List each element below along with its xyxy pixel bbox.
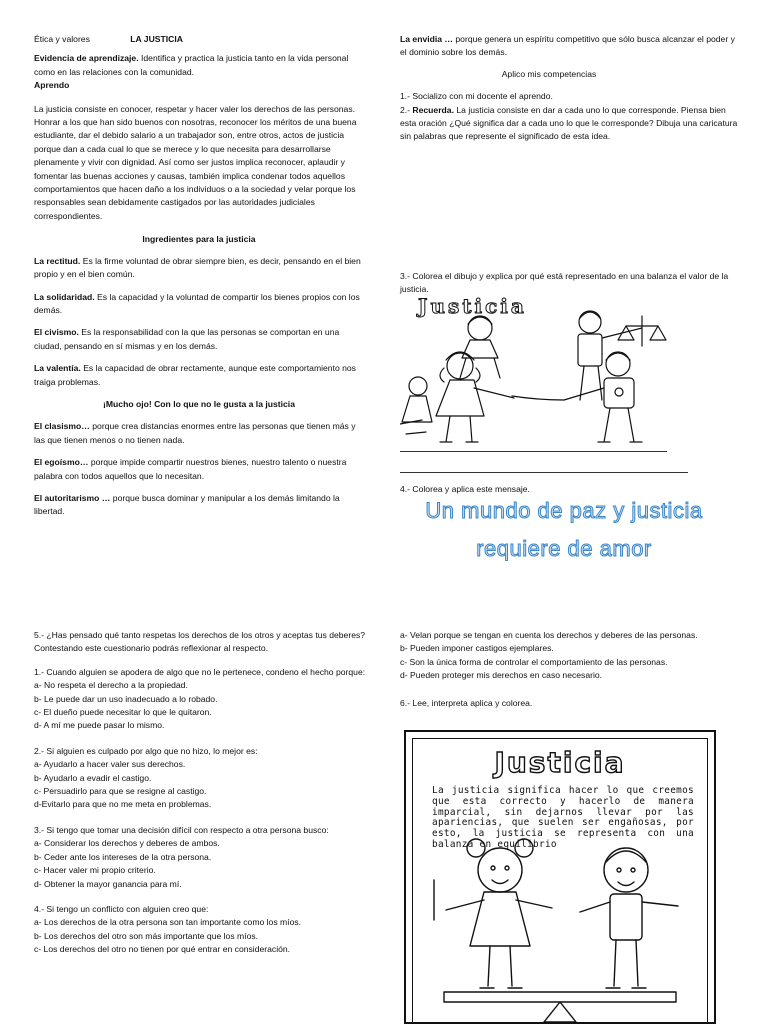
question-text: 2.- Si alguien es culpado por algo que no hizo, lo mejor es: — [34, 745, 258, 756]
intro-paragraph: La justicia consiste en conocer, respetar y hacer valer los derechos de las personas. Honrar a los que han sido buenos con nosotras, reconocer los méritos de una buena estudiante, dar el debido salario a un trabajador son, entre otros, actos de justicia porque dan a cada cual lo que se merece y lo que necesita para desarrollarse plenamente y vivir con dignidad. Así como ser justos implica reconocer, aplaudir y fomentar las buenas acciones y causas, también implica condenar todos aquellos comportamientos que hacen daño a los individuos o a la sociedad y velar porque los responsables sean debidamente castigados por las autoridades judiciales correspondientes. — [34, 103, 357, 221]
q5-intro: 5.- ¿Has pensado qué tanto respetas los derechos de los otros y aceptas tus deberes? Contestando este cuestionario podrás reflexionar al respecto. — [34, 630, 366, 654]
envidia-label: La envidia … — [400, 34, 454, 44]
poster-paragraph: La justicia significa hacer lo que creemos que esta correcto y hacerlo de manera imparcial, sin dejarnos llevar por las apariencias, que suelen ser engañosas, por esto, la justicia se representa con una balanza en equilibrio — [432, 785, 694, 850]
wordart-message-line-2: requiere de amor — [476, 536, 652, 561]
question-option: b- Ayudarlo a evadir el castigo. — [34, 772, 152, 783]
ingrediente-label: El civismo. — [34, 327, 79, 338]
question-option: c- Hacer valer mi propio criterio. — [34, 865, 156, 876]
left-top-column — [34, 33, 364, 528]
question-option: c- El dueño puede necesitar lo que le quitaron. — [34, 707, 212, 718]
poster-svg — [404, 730, 716, 1024]
aplico-heading: Aplico mis competencias — [501, 68, 597, 79]
question-text: 1.- Cuando alguien se apodera de algo que no le pertenece, condeno el hecho porque: — [34, 666, 366, 677]
question-option: a- No respeta el derecho a la propiedad. — [34, 680, 188, 691]
question-option: a- Considerar los derechos y deberes de ambos. — [34, 838, 220, 849]
subject-label: Ética y valores — [34, 34, 90, 44]
evidencia-text: Identifica y practica la justicia tanto en la vida personal como en las relaciones con la comunidad. — [34, 53, 349, 77]
aprendo-heading: Aprendo — [34, 80, 70, 91]
question-option: c- Los derechos del otro no tienen por qué entrar en consideración. — [34, 944, 291, 955]
activity-1: 1.- Socializo con mi docente el aprendo. — [400, 91, 553, 102]
question-option: a- Velan porque se tengan en cuenta los derechos y deberes de las personas. — [400, 630, 698, 640]
ingrediente-text: Es la responsabilidad con la que las personas se comportan en una ciudad, pensando en sí mismas y en los demás. — [34, 327, 340, 351]
left-bottom-column — [34, 629, 370, 957]
ingrediente-item — [34, 326, 364, 353]
activity-2-text: La justicia consiste en dar a cada uno lo que corresponde. Piensa bien esta oración ¿Qué significa dar a cada uno lo que le corresponde? Dibuja una caricatura sin palabras que represente el significado de esta idea. — [400, 104, 738, 142]
antivalor-item — [34, 456, 364, 483]
question-option: d-Evitarlo para que no me meta en problemas. — [34, 799, 212, 810]
poster-title: Justicia — [494, 746, 626, 779]
justice-drawing-svg — [400, 296, 700, 446]
question-option: b- Pueden imponer castigos ejemplares. — [400, 643, 554, 654]
envidia-text: porque genera un espíritu competitivo que sólo busca alcanzar el poder y el dominio sobre los demás. — [400, 34, 735, 58]
antivalor-label: El autoritarismo … — [34, 492, 111, 503]
activity-2-label: Recuerda. — [412, 104, 454, 115]
ingrediente-item — [34, 362, 364, 389]
question-text: 3.- Si tengo que tomar una decisión difícil con respecto a otra persona busco: — [34, 824, 329, 835]
question-block — [34, 903, 370, 957]
question-block — [34, 745, 370, 812]
activity-2 — [400, 104, 738, 144]
evidencia-label: Evidencia de aprendizaje. — [34, 53, 139, 64]
activity-2-number: 2.- — [400, 104, 413, 115]
right-top-column — [400, 33, 738, 144]
mucho-ojo-heading: ¡Mucho ojo! Con lo que no le gusta a la justicia — [103, 398, 295, 409]
question-option: b- Ceder ante los intereses de la otra persona. — [34, 851, 212, 862]
answer-line-1 — [400, 451, 667, 452]
question-option: c- Persuadirlo para que se resigne al castigo. — [34, 786, 207, 797]
drawing-title: Justicia — [418, 296, 527, 318]
wordart-message-line-1: Un mundo de paz y justicia — [425, 498, 703, 523]
question-option: d- Pueden proteger mis derechos en caso necesario. — [400, 670, 603, 681]
ingrediente-item — [34, 291, 364, 318]
question-option: d- Obtener la mayor ganancia para mí. — [34, 878, 182, 889]
question-option: c- Son la única forma de controlar el comportamiento de las personas. — [400, 656, 668, 667]
antivalor-text: porque crea distancias enormes entre las personas que tienen más y las que tienen menos o no tienen nada. — [34, 421, 356, 445]
ingredientes-title: Ingredientes para la justicia — [142, 234, 256, 245]
malos-list — [34, 420, 364, 518]
header-line — [34, 33, 364, 46]
ingrediente-label: La rectitud. — [34, 255, 81, 266]
question-option: a- Los derechos de la otra persona son tan importante como los míos. — [34, 917, 302, 928]
antivalor-label: El clasismo… — [34, 421, 90, 432]
question-text: 4.- Si tengo un conflicto con alguien creo que: — [34, 903, 209, 914]
antivalor-text: porque impide compartir nuestros bienes, nuestro talento o nuestra palabra con todos aquellos que lo necesitan. — [34, 457, 347, 481]
activity-3: 3.- Colorea el dibujo y explica por qué está representado en una balanza el valor de la justicia. — [400, 271, 729, 295]
page-title: LA JUSTICIA — [130, 34, 183, 44]
activity-6: 6.- Lee, interpreta aplica y colorea. — [400, 697, 533, 708]
question-option: d- A mí me puede pasar lo mismo. — [34, 720, 165, 731]
antivalor-label: El egoísmo… — [34, 457, 89, 468]
ingredientes-list — [34, 255, 364, 389]
antivalor-text: porque busca dominar y manipular a los demás limitando la libertad. — [34, 492, 340, 517]
question-block — [34, 824, 370, 891]
ingrediente-label: La valentía. — [34, 363, 81, 374]
antivalor-item — [34, 420, 364, 447]
right-bottom-column — [400, 629, 720, 710]
ingrediente-label: La solidaridad. — [34, 291, 95, 302]
ingrediente-text: Es la capacidad de obrar rectamente, aunque este comportamiento nos traiga problemas. — [34, 363, 356, 387]
activity-4: 4.- Colorea y aplica este mensaje. — [400, 484, 530, 494]
evidencia-paragraph — [34, 52, 364, 79]
antivalor-item — [34, 492, 364, 519]
ingrediente-item — [34, 255, 364, 282]
justice-poster — [404, 730, 716, 1024]
justice-children-drawing — [400, 296, 700, 446]
envidia-paragraph — [400, 33, 738, 60]
answer-line-2 — [400, 472, 688, 473]
ingrediente-text: Es la capacidad y la voluntad de compartir los bienes propios con los demás. — [34, 291, 360, 315]
question-block — [34, 666, 370, 733]
question-option: b- Los derechos del otro son más importante que los míos. — [34, 930, 259, 941]
ingrediente-text: Es la firme voluntad de obrar siempre bien, es decir, pensando en el bien propio y en el bien común. — [34, 255, 361, 280]
question-option: b- Le puede dar un uso inadecuado a lo robado. — [34, 693, 218, 704]
question-option: a- Ayudarlo a hacer valer sus derechos. — [34, 759, 186, 770]
